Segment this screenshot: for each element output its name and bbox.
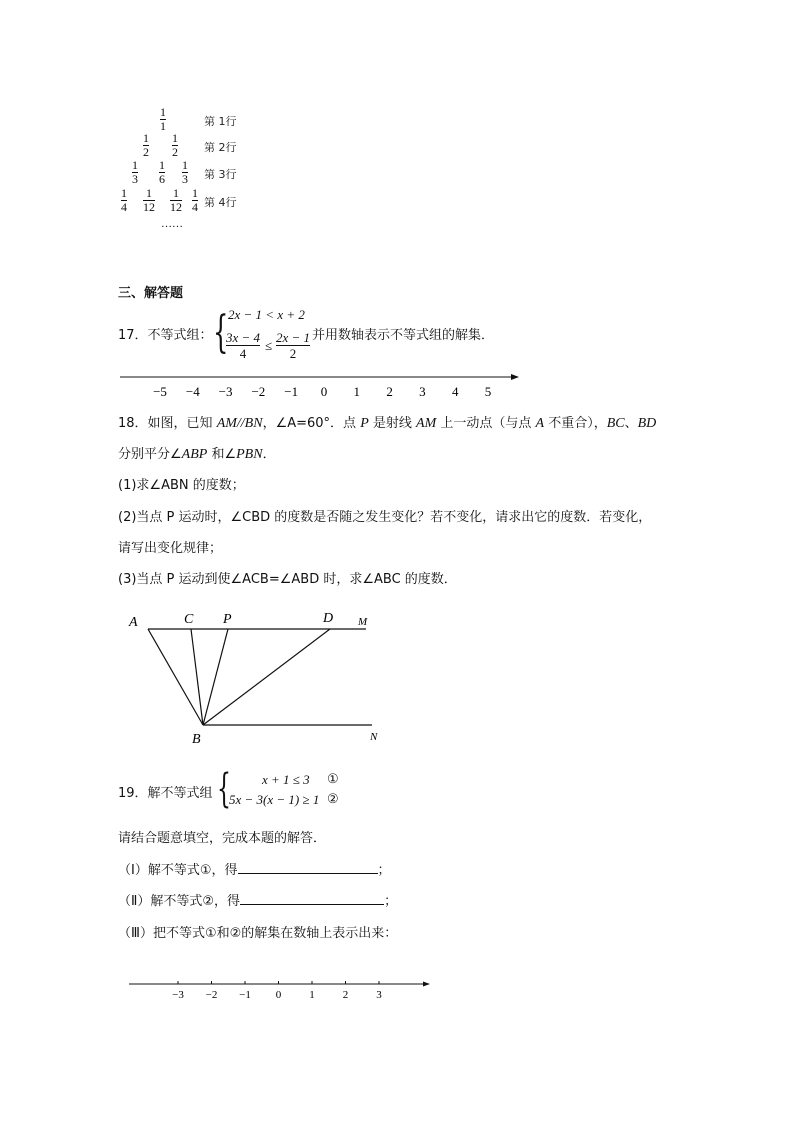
q19-step-2: （Ⅱ）解不等式②，得 ；	[118, 890, 397, 914]
fraction: 1 12	[143, 186, 155, 214]
axis-tick-label: 3	[419, 384, 426, 399]
axis-tick-label: 4	[451, 384, 459, 399]
brace: {	[213, 307, 229, 358]
answer-blank-2[interactable]	[240, 890, 384, 905]
row-label: 第 3行	[204, 168, 237, 181]
segment-bc	[191, 629, 203, 725]
q17-inequality-1: 2x − 1 < x + 2	[228, 307, 305, 322]
axis-tick-label: −4	[185, 384, 200, 399]
number-line	[125, 974, 435, 1004]
fraction: 1 3	[182, 158, 188, 186]
q19-step-1: （Ⅰ）解不等式①，得 ；	[118, 859, 391, 883]
label-b: B	[192, 732, 201, 747]
brace: {	[217, 766, 231, 812]
q18-sub-2: (2)当点 P 运动时，∠CBD 的度数是否随之发生变化？若不变化，请求出它的度数．若变化，	[118, 510, 652, 525]
row-label: 第 1行	[204, 115, 237, 128]
axis-tick-label: 2	[386, 384, 393, 399]
arrow-icon	[511, 374, 519, 380]
axis-tick-label: −2	[205, 989, 218, 1001]
fraction: 1 4	[121, 186, 127, 214]
row-label: 第 4行	[204, 196, 237, 209]
marker-2: ②	[327, 791, 339, 806]
arrow-icon	[423, 982, 430, 987]
label-a: A	[129, 615, 138, 630]
axis-tick-label: −1	[239, 989, 251, 1001]
axis-tick-label: −3	[218, 384, 233, 399]
axis-tick-label: 2	[342, 989, 349, 1001]
q17-instruction: 并用数轴表示不等式组的解集．	[312, 328, 495, 343]
fraction: 3x − 4 4	[226, 330, 261, 361]
axis-tick-label: −2	[251, 384, 266, 399]
q19-instruction: 请结合题意填空，完成本题的解答．	[118, 831, 327, 846]
q19-inequality-1: x + 1 ≤ 3	[262, 772, 310, 787]
label-n: N	[370, 731, 378, 743]
axis-tick-label: 0	[275, 989, 282, 1001]
ellipsis: ……	[161, 218, 183, 230]
fraction: 1 3	[132, 158, 138, 186]
q19-inequality-2: 5x − 3(x − 1) ≥ 1	[229, 792, 320, 807]
marker-1: ①	[327, 771, 339, 786]
fraction: 1 2	[172, 131, 178, 159]
row-label: 第 2行	[204, 141, 237, 154]
axis-tick-label: −1	[284, 384, 299, 399]
answer-blank-1[interactable]	[238, 859, 378, 874]
q18-sub-3: (3)当点 P 运动到使∠ACB=∠ABD 时，求∠ABC 的度数．	[118, 572, 457, 587]
label-d: D	[323, 611, 334, 626]
axis-tick-label: −5	[153, 384, 167, 399]
section-title: 三、解答题	[118, 286, 184, 301]
q18-line-2: 分别平分∠ABP 和∠PBN．	[118, 447, 276, 462]
leq-sign: ≤	[265, 338, 273, 353]
label-m: M	[358, 616, 368, 628]
q18-sub-2-cont: 请写出变化规律；	[118, 541, 223, 556]
number-line	[115, 366, 525, 402]
label-p: P	[223, 612, 232, 627]
label-c: C	[184, 612, 194, 627]
q18-sub-1: (1)求∠ABN 的度数；	[118, 478, 245, 493]
fraction: 1 12	[170, 186, 182, 214]
q19-step-3: （Ⅲ）把不等式①和②的解集在数轴上表示出来：	[118, 926, 398, 941]
q18-line-1: 18．如图，已知 AM//BN，∠A=60°．点 P 是射线 AM 上一动点（与点 A 不重合），BC、BD	[118, 416, 657, 431]
q17-number: 17．不等式组：	[118, 328, 213, 343]
fraction: 1 2	[143, 131, 149, 159]
axis-tick-label: 5	[484, 384, 492, 399]
fraction: 1 1	[160, 105, 166, 133]
segment-bd	[203, 629, 330, 725]
geometry-figure	[120, 605, 390, 750]
axis-tick-label: 1	[309, 989, 315, 1001]
fraction: 1 6	[159, 158, 165, 186]
segment-bp	[203, 629, 228, 725]
axis-tick-label: 3	[376, 989, 382, 1001]
q19-number: 19．解不等式组	[118, 786, 213, 801]
segment-ab	[148, 629, 203, 725]
axis-tick-label: 0	[320, 384, 328, 399]
fraction: 2x − 1 2	[276, 330, 311, 361]
fraction: 1 4	[192, 186, 198, 214]
axis-tick-label: 1	[353, 384, 361, 399]
axis-tick-label: −3	[172, 989, 184, 1001]
